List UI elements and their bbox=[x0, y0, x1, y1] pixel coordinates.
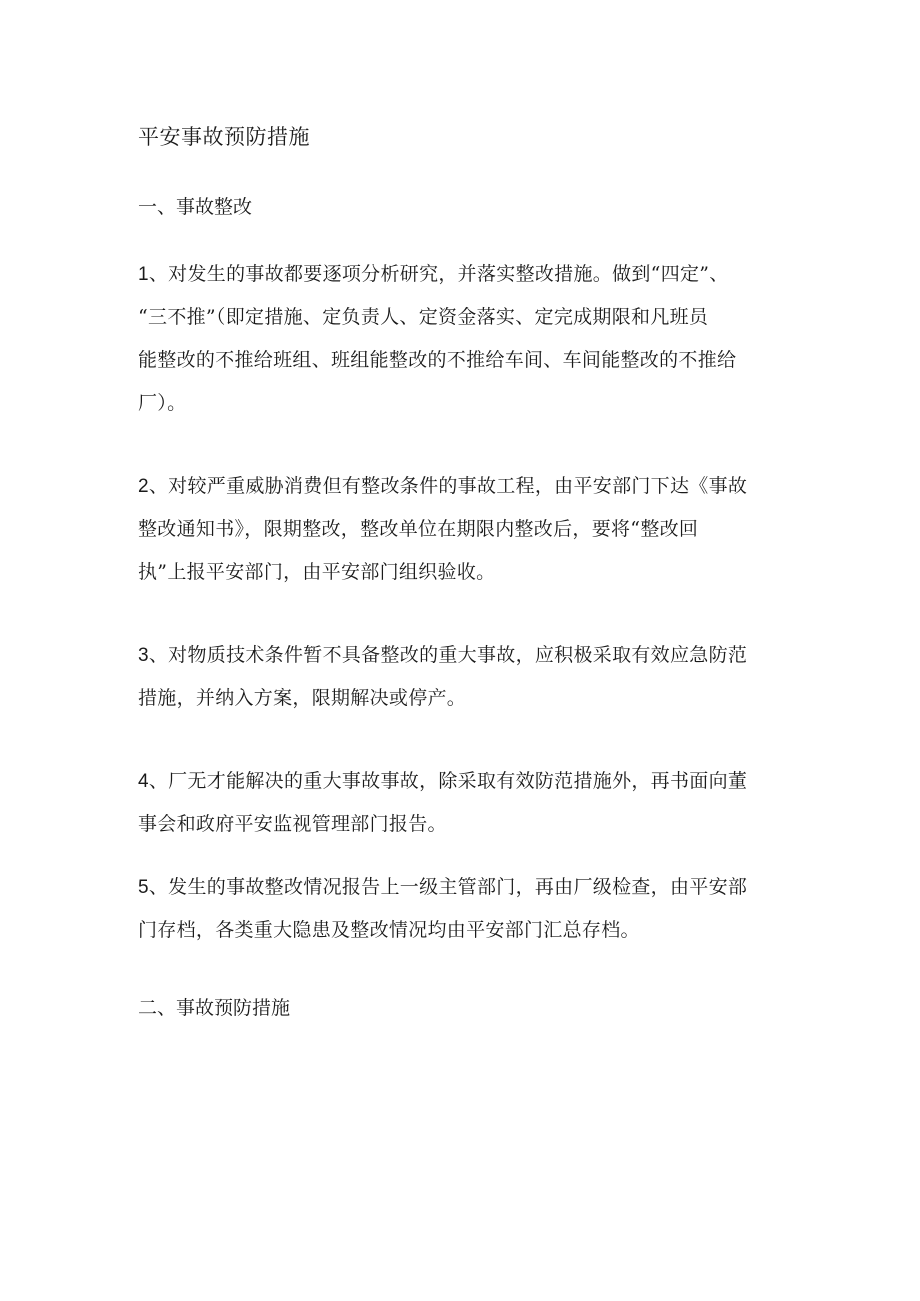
paragraph-line: 2、对较严重威胁消费但有整改条件的事故工程，由平安部门下达《事故 bbox=[138, 475, 748, 497]
list-item-1 bbox=[138, 253, 778, 425]
paragraph-line: “三不推”（即定措施、定负责人、定资金落实、定完成期限和凡班员 bbox=[138, 306, 709, 328]
item-number: 2 bbox=[138, 476, 149, 497]
paragraph-line: 3、对物质技术条件暂不具备整改的重大事故，应积极采取有效应急防范 bbox=[138, 644, 748, 666]
paragraph-line: 措施，并纳入方案，限期解决或停产。 bbox=[138, 687, 467, 709]
item-number: 3 bbox=[138, 645, 149, 666]
paragraph-line: 执”上报平安部门，由平安部门组织验收。 bbox=[138, 561, 496, 583]
list-item-4 bbox=[138, 760, 778, 846]
paragraph-line: 门存档，各类重大隐患及整改情况均由平安部门汇总存档。 bbox=[138, 919, 640, 941]
section-heading-rectification: 一、事故整改 bbox=[138, 196, 253, 218]
list-item-2 bbox=[138, 465, 778, 594]
item-number: 5 bbox=[138, 877, 149, 898]
paragraph-line: 事会和政府平安监视管理部门报告。 bbox=[138, 813, 447, 835]
paragraph-line: 整改通知书》，限期整改，整改单位在期限内整改后，要将“整改回 bbox=[138, 518, 699, 540]
list-item-5 bbox=[138, 866, 778, 952]
item-number: 1 bbox=[138, 264, 149, 285]
page-title: 平安事故预防措施 bbox=[138, 125, 310, 149]
paragraph-line: 5、发生的事故整改情况报告上一级主管部门，再由厂级检查，由平安部 bbox=[138, 876, 748, 898]
list-item-3 bbox=[138, 634, 778, 720]
paragraph-line: 厂）。 bbox=[138, 392, 187, 414]
paragraph-line: 能整改的不推给班组、班组能整改的不推给车间、车间能整改的不推给 bbox=[138, 349, 737, 371]
paragraph-line: 4、厂无才能解决的重大事故事故，除采取有效防范措施外，再书面向董 bbox=[138, 770, 748, 792]
paragraph-line: 1、对发生的事故都要逐项分析研究，并落实整改措施。做到“四定”、 bbox=[138, 263, 729, 285]
section-heading-prevention: 二、事故预防措施 bbox=[138, 997, 291, 1019]
item-number: 4 bbox=[138, 771, 149, 792]
